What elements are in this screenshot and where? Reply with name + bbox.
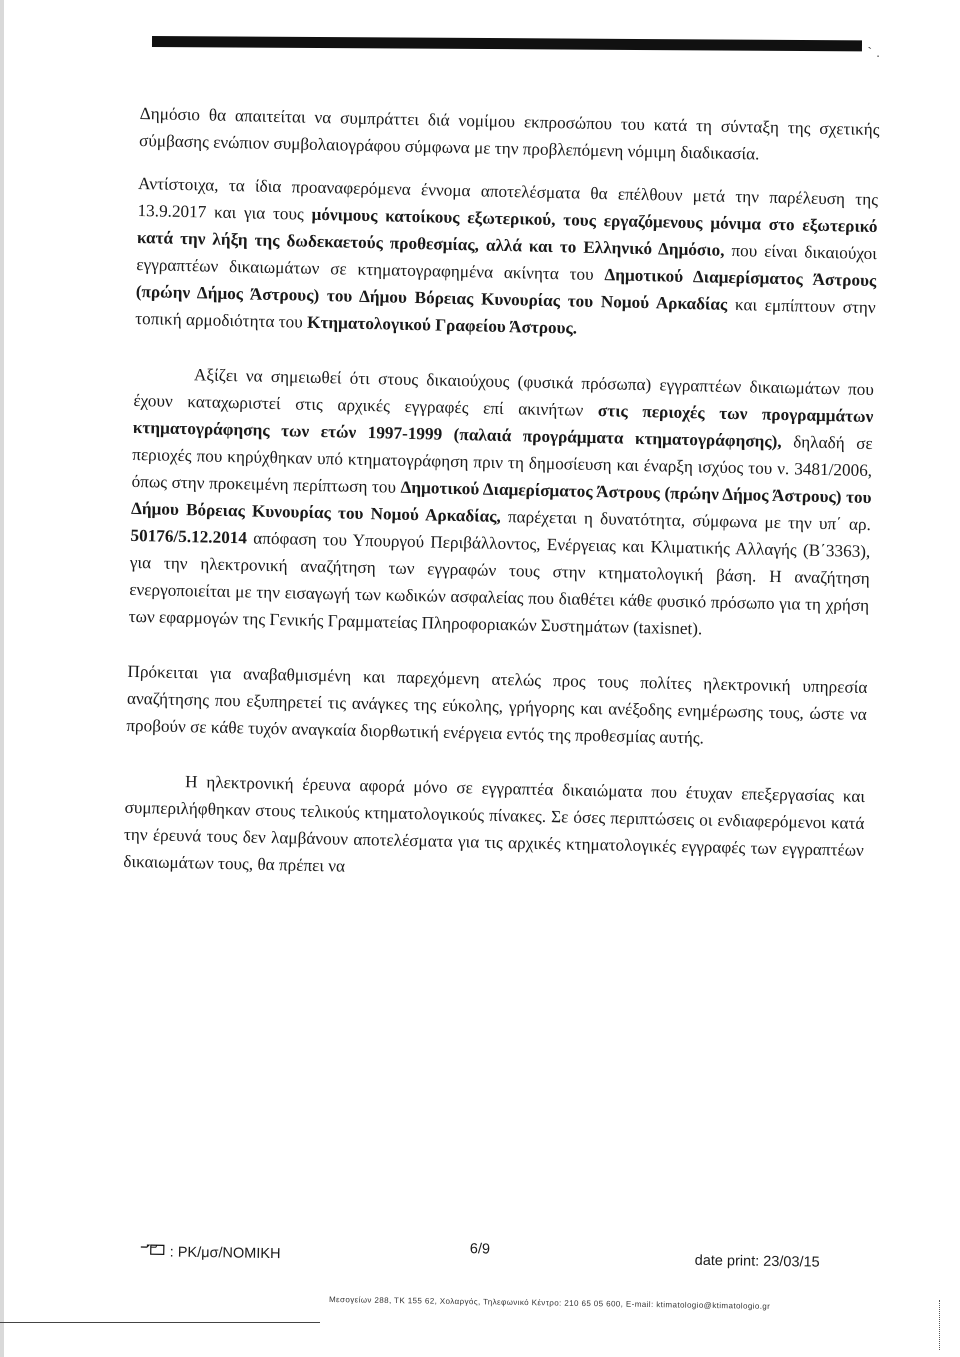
paragraph-2-bold-d: Δημοτικού Διαμερίσματος Άστρους (πρώην Δήμος Άστρους) του Δήμου Βόρειας Κυνουρίας του Νομού Αρκαδίας	[135, 265, 877, 314]
paragraph-3-bold-b: στις περιοχές των προγραμμάτων κτηματογράφησης των ετών 1997-1999 (παλαιά προγράμματα κτηματογράφησης),	[132, 401, 874, 452]
hand-folder-icon	[140, 1242, 168, 1260]
paragraph-3-text-a: Αξίζει να σημειωθεί ότι στους δικαιούχους (φυσικά πρόσωπα) εγγραπτέων δικαιωμάτων που έχουν καταχωριστεί στις αρχικές εγγραφές επί ακινήτων	[133, 365, 875, 421]
paragraph-2-text-a: Αντίστοιχα, τα ίδια προαναφερόμενα έννομα αποτελέσματα θα επέλθουν μετά την παρέλευση της 13.9.2017 και για τους	[137, 173, 879, 224]
paragraph-3-text-e: παρέχεται η δυνατότητα, σύμφωνα με την υπ΄ αρ.	[500, 506, 872, 535]
paragraph-2	[135, 170, 878, 348]
paragraph-3-bold-f: 50176/5.12.2014	[130, 525, 248, 548]
date-print: date print: 23/03/15	[694, 1252, 820, 1271]
file-reference-text: : ΡΚ/μσ/ΝΟΜΙΚΗ	[169, 1244, 281, 1263]
scan-edge	[0, 0, 4, 1357]
paragraph-2-bold-f: Κτηματολογικού Γραφείου Άστρους.	[306, 312, 578, 338]
header-rule	[152, 36, 862, 51]
organization-address: Μεσογείων 288, ΤΚ 155 62, Χολαργός, Τηλεφωνικό Κέντρο: 210 65 05 600, E-mail: ktimatologio@ktimatologio.gr	[328, 1294, 771, 1311]
paragraph-2-bold-b: μόνιμους κατοίκους εξωτερικού, τους εργαζόμενους μόνιμα στο εξωτερικό κατά την λήξη της δωδεκαετούς προθεσμίας, αλλά και το Ελληνικό Δημόσιο,	[136, 204, 878, 260]
paragraph-3	[128, 360, 874, 646]
paragraph-3-text-c: δηλαδή σε περιοχές που κηρύχθηκαν υπό κτηματογράφηση πριν τη δημοσίευση και έναρξη ισχύος του ν. 3481/2006, όπως στην προκειμένη περίπτωση του	[131, 432, 873, 497]
scan-edge-marks	[939, 1300, 942, 1350]
paragraph-4: Πρόκειται για αναβαθμισμένη και παρεχόμενη ατελώς προς τους πολίτες ηλεκτρονική υπηρεσία αναζήτησης που εξυπηρετεί τις ανάγκες της εύκολης, γρήγορης και ανέξοδης ενημέρωσης τους, ώστε να προβούν σε κάθε τυχόν αναγκαία διορθωτική ενέργεια εντός της προθεσμίας αυτής.	[126, 661, 868, 748]
bottom-rule	[0, 1322, 320, 1323]
paragraph-2-text-c: που είναι δικαιούχοι εγγραπτέων δικαιωμάτων σε κτηματογραφημένα ακίνητα του	[136, 240, 878, 285]
paragraph-1: Δημόσιο θα απαιτείται να συμπράττει διά νομίμου εκπροσώπου του κατά τη σύνταξη της σχετικής σύμβασης ενώπιον συμβολαιογράφου σύμφωνα με την προβλεπόμενη νόμιμη διαδικασία.	[138, 103, 880, 164]
document-body	[123, 100, 880, 907]
paragraph-3-text-g: απόφαση του Υπουργού Περιβάλλοντος, Ενέργειας και Κλιματικής Αλλαγής (Β΄3363), για την ηλεκτρονική αναζήτηση των εγγραφών τους στην κτηματολογική βάση. Η αναζήτηση ενεργοποιείται με την εισαγωγή των κωδικών ασφαλείας που διαθέτει κάθε φυσικό πρόσωπο για τη χρήση των εφαρμογών της Γενικής Γραμματείας Πληροφοριακών Συστημάτων (taxisnet).	[128, 528, 871, 639]
scan-mark: ` .	[867, 44, 880, 60]
page-footer	[139, 1236, 880, 1318]
paragraph-3-bold-d: Δημοτικού Διαμερίσματος Άστρους (πρώην Δήμος Άστρους) του Δήμου Βόρειας Κυνουρίας του Νομού Αρκαδίας,	[130, 477, 872, 526]
page-number: 6/9	[469, 1241, 491, 1258]
paragraph-2-text-e: και εμπίπτουν στην τοπική αρμοδιότητα του	[135, 294, 876, 332]
file-reference	[140, 1242, 281, 1262]
paragraph-5: Η ηλεκτρονική έρευνα αφορά μόνο σε εγγραπτέα δικαιώματα που έτυχαν επεξεργασίας και συμπεριλήφθηκαν στους τελικούς κτηματολογικούς πίνακες. Σε όσες περιπτώσεις οι ενδιαφερόμενοι κατά την έρευνά τους δεν λαμβάνουν αποτελέσματα για τις αρχικές κτηματολογικές εγγραφές των εγγραπτέων δικαιωμάτων τους, θα πρέπει να	[123, 772, 866, 876]
